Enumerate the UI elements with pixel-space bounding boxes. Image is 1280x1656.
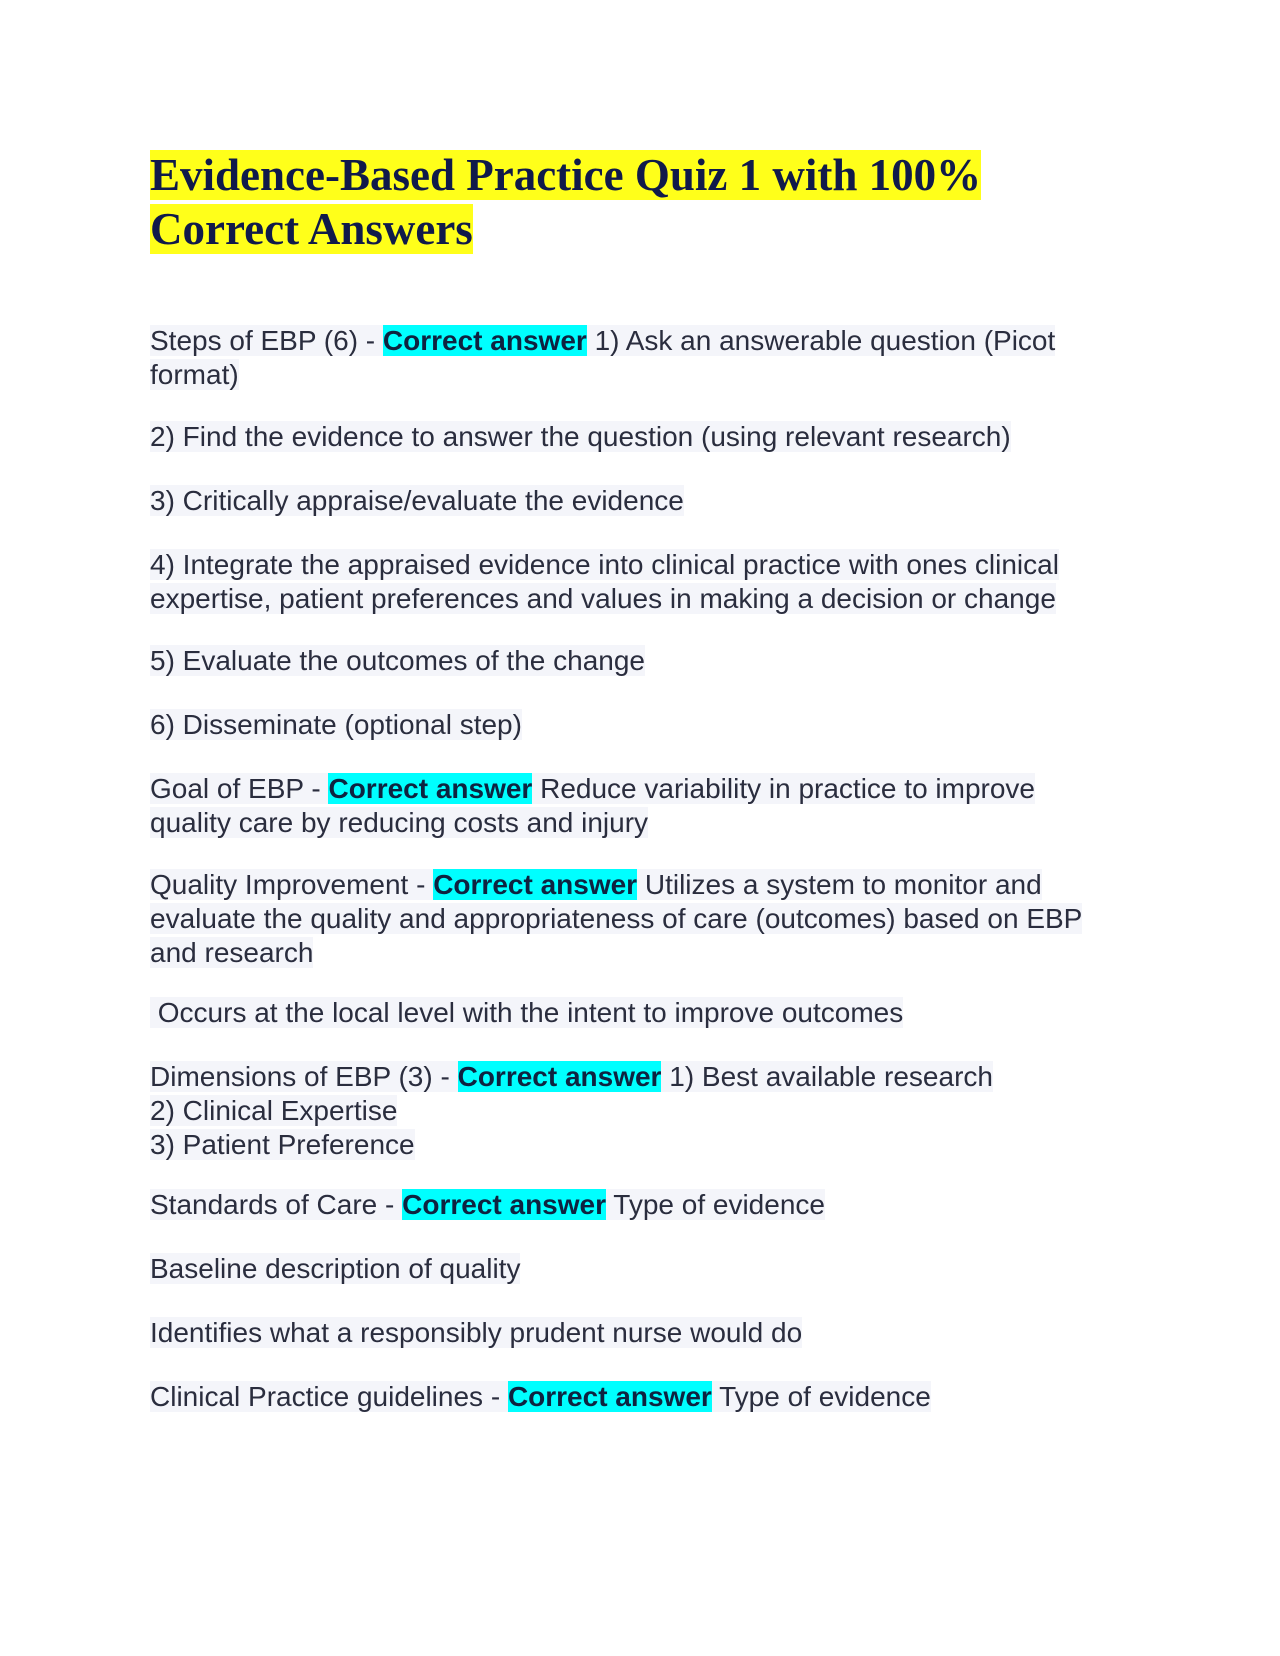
def-steps-line2: format) [150, 359, 239, 390]
qa-standards-of-care: Standards of Care - Correct answer Type of evidence [150, 1189, 825, 1220]
term-guidelines: Clinical Practice guidelines - [150, 1381, 508, 1412]
qa-steps-of-ebp [150, 324, 1150, 392]
title-line-1: Evidence-Based Practice Quiz 1 with 100% [150, 150, 982, 200]
qa-dimensions-of-ebp: Dimensions of EBP (3) - Correct answer 1) Best available research 2) Clinical Expertise 3) Patient Preference [150, 1061, 993, 1160]
document-title [150, 148, 1110, 256]
standards-extra-1: Baseline description of quality [150, 1253, 521, 1284]
qa-goal-of-ebp: Goal of EBP - Correct answer Reduce variability in practice to improve quality care by reducing costs and injury [150, 773, 1036, 838]
quality-extra: Occurs at the local level with the intent to improve outcomes [150, 997, 904, 1028]
title-line-2: Correct Answers [150, 204, 473, 254]
step-4: 4) Integrate the appraised evidence into clinical practice with ones clinical expertise, patient preferences and values in making a decision or change [150, 549, 1059, 614]
term-steps: Steps of EBP (6) - [150, 325, 383, 356]
correct-answer-label: Correct answer [328, 773, 533, 804]
correct-answer-label: Correct answer [507, 1381, 712, 1412]
term-quality: Quality Improvement - [150, 869, 434, 900]
qa-clinical-practice-guidelines: Clinical Practice guidelines - Correct answer Type of evidence [150, 1381, 931, 1412]
correct-answer-label: Correct answer [382, 325, 587, 356]
step-3: 3) Critically appraise/evaluate the evidence [150, 485, 684, 516]
correct-answer-label: Correct answer [402, 1189, 606, 1220]
qa-quality-improvement: Quality Improvement - Correct answer Utilizes a system to monitor and evaluate the quality and appropriateness of care (outcomes) based on EBP and research [150, 869, 1083, 968]
standards-extra-2: Identifies what a responsibly prudent nurse would do [150, 1317, 803, 1348]
step-2: 2) Find the evidence to answer the question (using relevant research) [150, 421, 1011, 452]
term-dimensions: Dimensions of EBP (3) - [150, 1061, 458, 1092]
step-6: 6) Disseminate (optional step) [150, 709, 522, 740]
term-goal: Goal of EBP - [150, 773, 329, 804]
correct-answer-label: Correct answer [433, 869, 638, 900]
correct-answer-label: Correct answer [457, 1061, 662, 1092]
def-steps-line1: 1) Ask an answerable question (Picot [586, 325, 1056, 356]
step-5: 5) Evaluate the outcomes of the change [150, 645, 645, 676]
term-standards: Standards of Care - [150, 1189, 403, 1220]
